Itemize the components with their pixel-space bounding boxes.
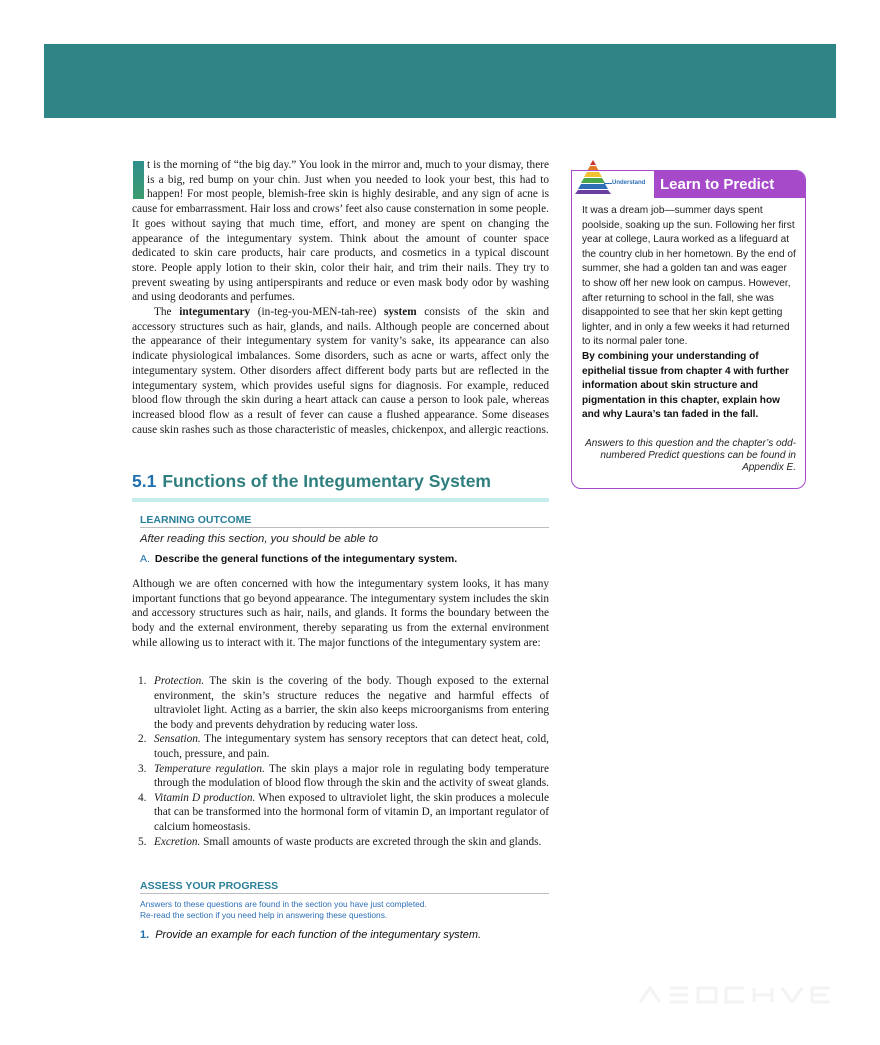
item-text: Small amounts of waste products are excreted through the skin and glands. — [200, 835, 542, 848]
assess-progress-note — [140, 899, 549, 922]
drop-cap — [133, 161, 144, 199]
item-text: The skin is the covering of the body. Though exposed to the external environment, the skin’s structure reduces the negative and harmful effects of ultraviolet light. Acting as a barrier, the skin also keeps microorganisms from entering the body and prevents dehydration by reducing water loss. — [154, 675, 549, 731]
item-text: The skin plays a major role in regulating body temperature through the modulation of blood flow through the skin and the activity of sweat glands. — [154, 762, 550, 790]
question-text: Provide an example for each function of the integumentary system. — [155, 929, 482, 941]
term-integumentary: integumentary — [179, 306, 251, 319]
functions-list — [132, 674, 549, 849]
section-title: Functions of the Integumentary System — [162, 471, 491, 491]
item-term: Vitamin D production. — [154, 791, 256, 804]
predict-question: By combining your understanding of epithelial tissue from chapter 4 with further information about skin structure and pigmentation in this chapter, explain how and why Laura’s tan faded in the fall. — [582, 350, 789, 421]
item-term: Excretion. — [154, 835, 201, 848]
list-item — [132, 835, 549, 850]
list-item — [132, 762, 549, 791]
section-number: 5.1 — [132, 471, 157, 491]
outcome-letter: A. — [140, 553, 150, 565]
intro-p1-text: t is the morning of “the big day.” You look in the mirror and, much to your dismay, there is a big, red bump on your chin. Just when you needed to look your best, this had to happen! For most people, blemish-free skin is highly desirable, and any sign of acne is cause for embarrassment. Hair loss and crows’ feet also cause consternation in some people. It goes without saying that much time, effort, and money are spent on changing the appearance of the integumentary system. Think about the amount of counter space dedicated to skin care products, hair care products, and cosmetics in a typical discount store. People apply lotion to their skin, color their hair, and trim their nails. They try to prevent sweating by using antiperspirants and reduce or even mask body odor by washing and using deodorants and perfumes. — [132, 159, 549, 304]
functions-intro-paragraph: Although we are often concerned with how the integumentary system looks, it has many important functions that go beyond appearance. The integumentary system includes the skin and accessory structures such as hair, nails, and glands. It forms the boundary between the body and the external environment, thereby separating us from the external environment while allowing us to interact with it. The major functions of the integumentary system are: — [132, 578, 549, 649]
learning-outcome-heading: LEARNING OUTCOME — [140, 514, 549, 528]
blooms-level-label: Understand — [612, 180, 646, 186]
outcome-text: Describe the general functions of the integumentary system. — [154, 553, 458, 565]
item-text: When exposed to ultraviolet light, the skin produces a molecule that can be transformed into the hormonal form of vitamin D, an important regulator of calcium homeostasis. — [154, 791, 549, 833]
question-number: 1. — [140, 929, 150, 941]
intro-paragraph-1 — [132, 158, 549, 305]
predict-answer-note: Answers to this question and the chapter’s odd-numbered Predict questions can be found in Appendix E. — [585, 438, 796, 473]
intro-text — [132, 158, 549, 437]
learn-to-predict-box — [571, 170, 806, 489]
list-item — [132, 732, 549, 761]
item-number: 4. — [138, 791, 147, 804]
assess-note-line-2: Re-read the section if you need help in answering these questions. — [140, 910, 388, 921]
p2-pre: The — [154, 306, 180, 319]
assess-note-line-1: Answers to these questions are found in the section you have just completed. — [140, 899, 427, 909]
pronunciation: (in-teg-you-MEN-tah-ree) — [250, 306, 384, 319]
watermark — [636, 986, 836, 1004]
term-system: system — [384, 306, 417, 319]
list-item — [132, 674, 549, 732]
item-term: Protection. — [154, 675, 205, 687]
item-term: Temperature regulation. — [154, 762, 265, 775]
item-text: The integumentary system has sensory receptors that can detect heat, cold, touch, pressure, and pain. — [154, 733, 549, 760]
section-heading — [132, 471, 549, 502]
header-banner — [44, 44, 836, 118]
assess-progress-heading: ASSESS YOUR PROGRESS — [140, 880, 549, 894]
learn-to-predict-title: Learn to Predict — [654, 171, 806, 198]
p2-rest: consists of the skin and accessory structures such as hair, glands, and nails. Although people are concerned about the appearance of their integumentary system for vanity’s sake, its appearance can also indicate physiological imbalances. Some disorders, such as acne or warts, affect only the integumentary system. Other disorders affect different body parts but are reflected in the integumentary system, which provides useful signs for diagnosis. For example, reduced blood flow through the skin during a heart attack can cause a person to look pale, whereas increased blood flow as a result of fever can cause a flushed appearance. Some diseases cause skin rashes such as those characteristic of measles, chickenpox, and allergic reactions. — [132, 306, 549, 436]
functions-intro — [132, 577, 549, 651]
item-number: 1. — [138, 675, 147, 687]
list-item — [132, 791, 549, 835]
predict-scenario — [582, 204, 796, 423]
item-number: 2. — [138, 733, 147, 746]
assess-question — [140, 929, 481, 941]
learning-outcome-item — [140, 553, 457, 565]
learning-outcome-intro: After reading this section, you should be able to — [140, 533, 379, 545]
item-number: 3. — [138, 762, 147, 775]
item-number: 5. — [138, 835, 147, 848]
predict-body: It was a dream job—summer days spent poolside, soaking up the sun. Following her first year at college, Laura worked as a lifeguard at the country club in her hometown. By the end of summer, she had a golden tan and was eager to show off her new look on campus. However, after returning to school in the fall, she was disappointed to see that her skin kept getting lighter, and in only a few weeks it had returned to its normal paler tone. — [582, 205, 796, 348]
item-term: Sensation. — [154, 733, 201, 746]
intro-paragraph-2 — [132, 305, 549, 437]
